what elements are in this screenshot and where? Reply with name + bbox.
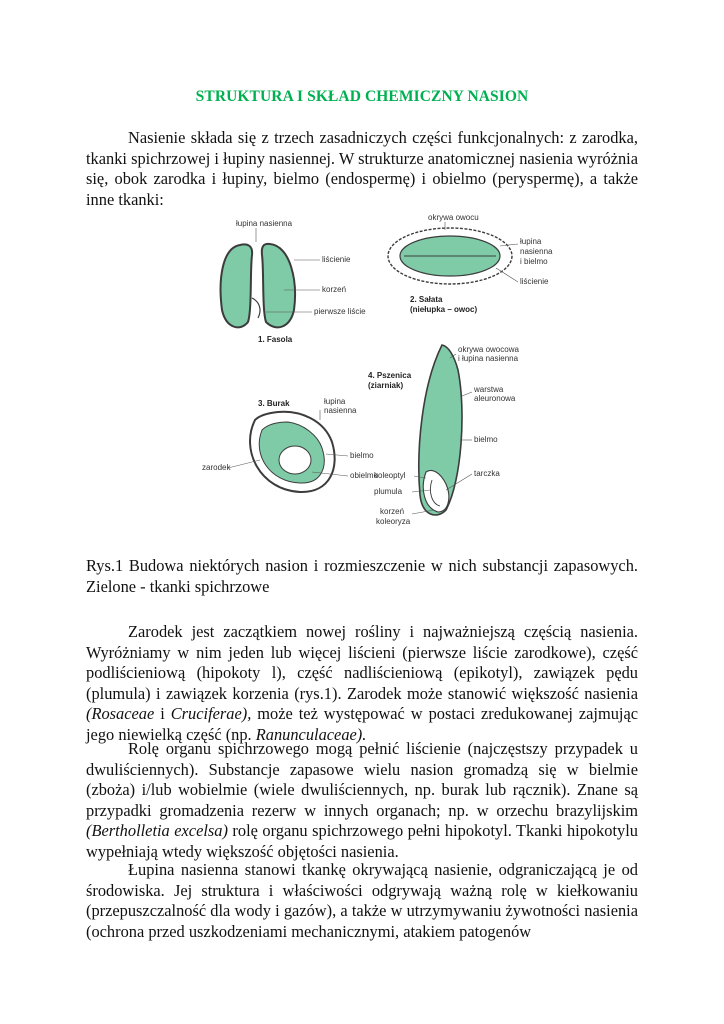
beet-diagram (202, 397, 379, 492)
beet-label-embryo: zarodek (202, 463, 231, 472)
wheat-label-coat-1: okrywa owocowa (458, 345, 519, 354)
wheat-label-coat-2: i łupina nasienna (458, 354, 519, 363)
seed-structure-figure (200, 210, 560, 545)
paragraph-embryo: Zarodek jest zaczątkiem nowej rośliny i najważniejszą częścią nasienia. Wyróżniamy w nim jeden lub więcej liścieni (pierwsze liście zarodkowe), część podliścieniową (hipokoty l), część nadliścieniową (epikotyl), zawiązek pędu (plumula) i zawiązek korzenia (rys.1). Zarodek może stanowić większość nasienia (Rosaceae i Cruciferae), może też występować w postaci zredukowanej zajmując jego niewielką część (np. Ranunculaceae). (86, 622, 639, 744)
paragraph-storage: Rolę organu spichrzowego mogą pełnić liścienie (najczęstszy przypadek u dwuliściennych). Substancje zapasowe wielu nasion gromadzą się w bielmie (zboża) i/lub wobielmie (wiele dwuliściennych, np. burak lub rącznik). Znane są przypadki gromadzenia rezerw w innych organach; np. w orzechu brazylijskim (Bertholletia excelsa) rolę organu spichrzowego pełni hipokotyl. Tkanki hipokotylu wypełniają wtedy większość objętości nasienia. (86, 739, 638, 861)
lettuce-heading-1: 2. Sałata (410, 295, 443, 304)
wheat-label-coleoptile: koleoptyl (374, 471, 406, 480)
wheat-label-scutellum: tarczka (474, 469, 500, 478)
beet-label-endosperm: bielmo (350, 451, 374, 460)
wheat-label-coleorhiza: koleoryza (376, 517, 411, 526)
lettuce-label-seed-coat-3: i bielmo (520, 257, 548, 266)
lettuce-label-fruit-coat: okrywa owocu (428, 213, 479, 222)
lettuce-label-seed-coat-1: łupina (520, 237, 542, 246)
page-title: STRUKTURA I SKŁAD CHEMICZNY NASION (195, 88, 529, 105)
intro-paragraph: Nasienie składa się z trzech zasadniczych części funkcjonalnych: z zarodka, tkanki spichrzowej i łupiny nasiennej. W strukturze anatomicznej nasienia wyróżnia się, obok zarodka i łupiny, bielmo (endospermę) i obielmo (peryspermę), a także inne tkanki: (86, 128, 638, 209)
wheat-label-aleurone-1: warstwa (474, 385, 504, 394)
beet-heading: 3. Burak (258, 399, 290, 408)
bean-label-root: korzeń (322, 285, 347, 294)
wheat-label-endosperm: bielmo (474, 435, 498, 444)
figure-caption: Rys.1 Budowa niektórych nasion i rozmieszczenie w nich substancji zapasowych. Zielone - tkanki spichrzowe (86, 556, 638, 596)
bean-label-seed-coat: łupina nasienna (236, 219, 293, 228)
bean-diagram (221, 219, 367, 344)
beet-label-seed-coat-1: łupina (324, 397, 346, 406)
wheat-label-plumule: plumula (374, 487, 403, 496)
paragraph-seed-coat: Łupina nasienna stanowi tkankę okrywającą nasienie, odgraniczającą je od środowiska. Jej struktura i właściwości odgrywają ważną rolę w kiełkowaniu (przepuszczalność dla wody i gazów), a także w utrzymywaniu żywotności nasienia (ochrona przed uszkodzeniami mechanicznymi, atakiem patogenów (86, 860, 638, 941)
bean-label-first-leaves: pierwsze liście (314, 307, 366, 316)
lettuce-heading-2: (niełupka – owoc) (410, 305, 478, 314)
beet-label-perisperm: obielmo (350, 471, 379, 480)
lettuce-label-seed-coat-2: nasienna (520, 247, 553, 256)
lettuce-diagram (388, 213, 553, 314)
wheat-heading-1: 4. Pszenica (368, 371, 412, 380)
lettuce-label-cotyledons: liścienie (520, 277, 549, 286)
wheat-heading-2: (ziarniak) (368, 381, 404, 390)
wheat-diagram (368, 345, 519, 526)
bean-heading: 1. Fasola (258, 335, 293, 344)
beet-label-seed-coat-2: nasienna (324, 406, 357, 415)
bean-label-cotyledons: liścienie (322, 255, 351, 264)
wheat-label-aleurone-2: aleuronowa (474, 394, 516, 403)
wheat-label-root: korzeń (380, 507, 405, 516)
